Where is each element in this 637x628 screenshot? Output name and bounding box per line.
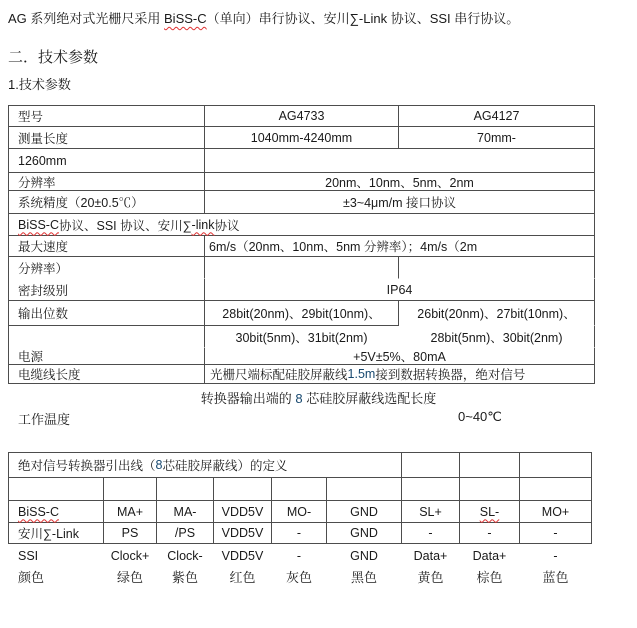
pinout-empty-cell [9, 478, 104, 501]
wire-color-red: 红色 [229, 570, 256, 585]
cable-value-pre: 光栅尺端标配硅胶屏蔽线 [210, 368, 348, 382]
spec-bits-cont-ag4733: 30bit(5nm)、31bit(2nm) [235, 330, 368, 345]
pinout-empty-cell [214, 478, 272, 501]
operating-temp-value: 0~40℃ [458, 409, 502, 424]
pinout-biss-label [9, 501, 104, 523]
pinout-ssi-pin: GND [350, 548, 378, 563]
spec-accuracy-value: ±3~4μm/m 接口协议 [205, 191, 595, 214]
spec-length-ag4127: 70mm- [399, 127, 595, 149]
pinout-yaskawa-pin: VDD5V [214, 523, 272, 544]
spec-cable-label: 电缆线长度 [9, 365, 205, 384]
spec-row-measuring-length [9, 127, 595, 149]
spec-row-output-bits [9, 301, 595, 326]
pinout-empty-cell [157, 478, 214, 501]
pinout-title-pre: 绝对信号转换器引出线（ [18, 459, 156, 473]
operating-temp-label: 工作温度 [18, 412, 71, 427]
spec-accuracy-label: 系统精度（20±0.5℃） [9, 191, 205, 214]
wire-color-label: 颜色 [18, 570, 45, 585]
pinout-title-post: 芯硅胶屏蔽线）的定义 [162, 459, 288, 473]
pinout-biss-pin: MA- [157, 501, 214, 523]
spec-bits-cont-empty [9, 326, 205, 348]
sl-minus-misspelled: SL- [479, 504, 500, 519]
spec-bits-label: 输出位数 [9, 301, 205, 326]
biss-c-misspelled: BiSS-C [18, 504, 59, 519]
pinout-biss-pin [460, 501, 520, 523]
pinout-empty-cell [104, 478, 157, 501]
pinout-plain-rows [9, 546, 592, 588]
spec-resolution-value: 20nm、10nm、5nm、2nm [205, 173, 595, 191]
spec-row-measuring-length-cont [9, 149, 595, 173]
subsection-heading: 1.技术参数 [8, 77, 71, 92]
pinout-biss-pin: VDD5V [214, 501, 272, 523]
spec-speed-cont-label: 分辨率） [9, 257, 205, 279]
pinout-yaskawa-pin: - [272, 523, 327, 544]
cable-value-post: 接到数据转换器，绝对信号 [375, 368, 526, 382]
protocols-link-misspelled: -link [191, 217, 215, 232]
spec-row-accuracy [9, 191, 595, 214]
pinout-ssi-label: SSI [18, 548, 39, 563]
spec-speed-label: 最大速度 [9, 236, 205, 257]
wire-color-black: 黑色 [350, 570, 377, 585]
wire-color-blue: 蓝色 [542, 570, 569, 585]
pinout-table [8, 452, 592, 544]
technical-spec-table [8, 105, 595, 384]
cable-cont-pre: 转换器输出端的 [200, 391, 296, 406]
pinout-biss-pin: MA+ [104, 501, 157, 523]
spec-row-protocols [9, 214, 595, 236]
pinout-row-title [9, 453, 592, 478]
pinout-row-yaskawa [9, 523, 592, 544]
pinout-biss-pin: GND [327, 501, 402, 523]
pinout-empty-cell [272, 478, 327, 501]
spec-row-sealing [9, 279, 595, 301]
wire-color-brown: 棕色 [476, 570, 503, 585]
spec-model-ag4733: AG4733 [205, 106, 399, 127]
spec-bits-ag4733: 28bit(20nm)、29bit(10nm)、 [205, 301, 399, 326]
spec-sealing-label: 密封级别 [9, 279, 205, 301]
intro-text-post: （单向）串行协议、安川∑-Link 协议、SSI 串行协议。 [206, 11, 520, 26]
spec-length-cont-empty [205, 149, 595, 173]
pinout-biss-pin: MO+ [520, 501, 592, 523]
cable-length-continuation [0, 388, 637, 407]
spec-row-resolution [9, 173, 595, 191]
pinout-biss-pin: SL+ [402, 501, 460, 523]
spec-row-model [9, 106, 595, 127]
spec-length-label: 测量长度 [9, 127, 205, 149]
pinout-title-empty-2 [460, 453, 520, 478]
pinout-yaskawa-pin: - [402, 523, 460, 544]
spec-model-label: 型号 [9, 106, 205, 127]
spec-row-output-bits-cont [9, 326, 595, 348]
wire-color-green: 绿色 [116, 570, 143, 585]
pinout-empty-cell [327, 478, 402, 501]
spec-row-max-speed [9, 236, 595, 257]
intro-biss-c-misspelled: BiSS-C [164, 11, 207, 26]
pinout-yaskawa-pin: - [520, 523, 592, 544]
protocols-mid: 协议、SSI 协议、安川∑ [58, 218, 192, 233]
spec-row-cable-length [9, 365, 595, 384]
pinout-ssi-pin: Data+ [413, 548, 448, 563]
pinout-empty-cell [460, 478, 520, 501]
pinout-ssi-pin: - [296, 548, 302, 563]
spec-bits-cont-ag4127: 28bit(5nm)、30bit(2nm) [399, 326, 595, 348]
pinout-yaskawa-pin: GND [327, 523, 402, 544]
pinout-title-cell [9, 453, 402, 478]
pinout-ssi-pin: Clock+ [110, 548, 150, 563]
spec-speed-cont-empty-1 [205, 257, 399, 279]
section-heading: 二．技术参数 [8, 49, 99, 66]
spec-bits-ag4127: 26bit(20nm)、27bit(10nm)、 [399, 301, 595, 326]
wire-color-yellow: 黄色 [417, 570, 444, 585]
pinout-row-biss-c [9, 501, 592, 523]
spec-power-label: 电源 [9, 348, 205, 365]
spec-sealing-value: IP64 [205, 279, 595, 301]
spec-row-max-speed-cont [9, 257, 595, 279]
pinout-ssi-pin: - [553, 548, 558, 563]
cable-value-number: 1.5m [347, 367, 376, 381]
pinout-row-empty [9, 478, 592, 501]
spec-cable-value [205, 365, 595, 384]
pinout-title-empty-1 [402, 453, 460, 478]
pinout-yaskawa-pin: PS [104, 523, 157, 544]
pinout-yaskawa-pin: /PS [157, 523, 214, 544]
spec-speed-value: 6m/s（20nm、10nm、5nm 分辨率）；4m/s（2m [205, 236, 595, 257]
pinout-biss-pin: MO- [272, 501, 327, 523]
pinout-yaskawa-label: 安川∑-Link [9, 523, 104, 544]
spec-protocols-value [9, 214, 595, 236]
wire-color-purple: 紫色 [171, 570, 198, 585]
pinout-title-number: 8 [155, 458, 163, 472]
cable-cont-number: 8 [295, 391, 303, 406]
pinout-ssi-pin: Data+ [472, 548, 507, 563]
pinout-empty-cell [402, 478, 460, 501]
spec-row-power [9, 348, 595, 365]
pinout-ssi-pin: VDD5V [221, 548, 264, 563]
pinout-ssi-pin: Clock- [167, 548, 203, 563]
intro-text-pre: AG 系列绝对式光栅尺采用 [8, 11, 165, 26]
pinout-title-empty-3 [520, 453, 592, 478]
spec-resolution-label: 分辨率 [9, 173, 205, 191]
protocols-end: 协议 [214, 218, 240, 233]
spec-speed-cont-empty-2 [399, 257, 595, 279]
spec-power-value: +5V±5%、80mA [205, 348, 595, 365]
pinout-empty-cell [520, 478, 592, 501]
pinout-row-ssi [9, 546, 592, 566]
pinout-yaskawa-pin: - [460, 523, 520, 544]
protocols-biss-c-misspelled: BiSS-C [18, 217, 59, 232]
spec-model-ag4127: AG4127 [399, 106, 595, 127]
cable-cont-post: 芯硅胶屏蔽线选配长度 [302, 391, 437, 406]
wire-color-gray: 灰色 [285, 570, 312, 585]
spec-length-cont-label: 1260mm [9, 149, 205, 173]
pinout-row-wire-colors [9, 566, 592, 588]
intro-paragraph [8, 8, 519, 27]
spec-length-ag4733: 1040mm-4240mm [205, 127, 399, 149]
